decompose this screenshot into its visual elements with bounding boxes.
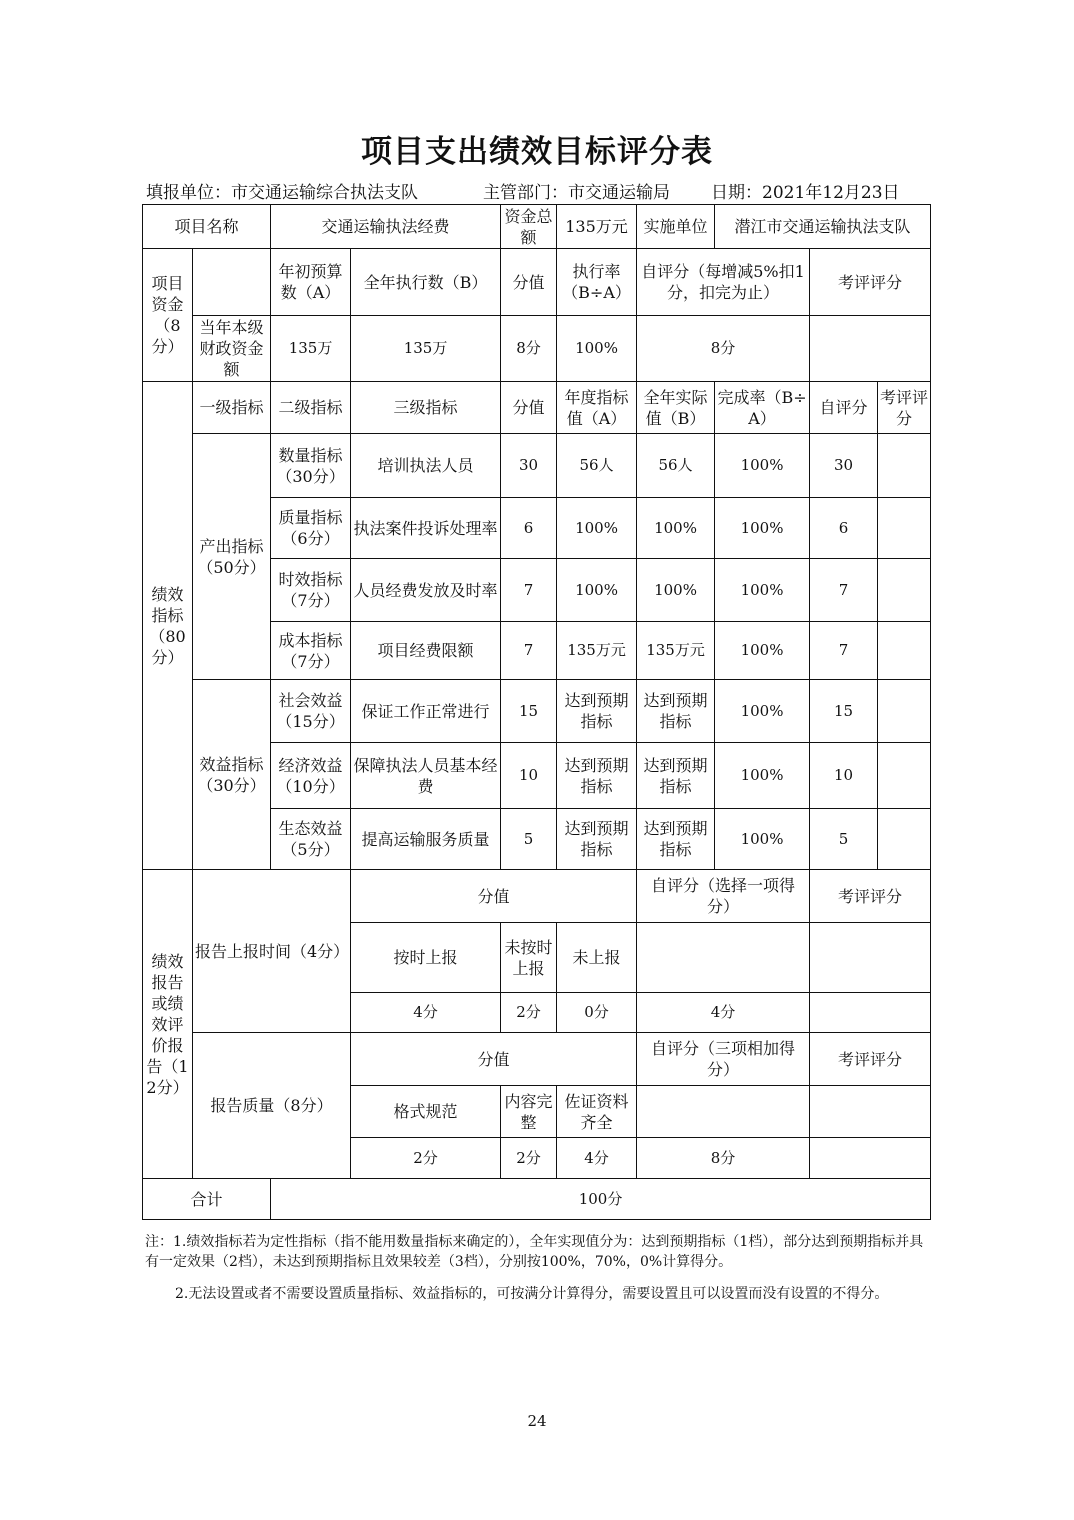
review-cell: [878, 559, 931, 622]
page-title: 项目支出绩效目标评分表: [361, 134, 713, 170]
actual-cell: 达到预期指标: [637, 680, 715, 743]
project-name-value: 交通运输执法经费: [271, 205, 501, 249]
exec-value: 135万: [351, 316, 501, 382]
funding-section-label: 项目资金（8分）: [143, 249, 193, 382]
actual-cell: 达到预期指标: [637, 743, 715, 809]
table-row: [143, 680, 931, 743]
target-header: 年度指标值（A）: [557, 382, 637, 434]
performance-section-label: 绩效指标（80分）: [143, 382, 193, 870]
score-cell: 5: [501, 809, 557, 870]
funds-total-value: 135万元: [557, 205, 637, 249]
quality-value-content: 2分: [501, 1138, 557, 1179]
rate-cell: 100%: [715, 743, 810, 809]
lvl3-cell: 保障执法人员基本经费: [351, 743, 501, 809]
quality-option-format: 格式规范: [351, 1086, 501, 1138]
lvl2-cell: 成本指标（7分）: [271, 622, 351, 680]
self-cell: 10: [810, 743, 878, 809]
review-cell: [878, 680, 931, 743]
impl-unit-label: 实施单位: [637, 205, 715, 249]
funding-row-label: 当年本级财政资金额: [193, 316, 271, 382]
note-2: 2.无法设置或者不需要设置质量指标、效益指标的，可按满分计算得分，需要设置且可以设置而没有设置的不得分。: [175, 1286, 889, 1302]
lvl3-cell: 保证工作正常进行: [351, 680, 501, 743]
score-cell: 7: [501, 622, 557, 680]
impl-unit-value: 潜江市交通运输执法支队: [715, 205, 931, 249]
timing-value-none: 0分: [557, 993, 637, 1033]
rate-cell: 100%: [715, 680, 810, 743]
target-cell: 达到预期指标: [557, 680, 637, 743]
timing-review-value: [810, 993, 931, 1033]
page-number: 24: [527, 1412, 547, 1430]
timing-option-late: 未按时上报: [501, 923, 557, 993]
rate-cell: 100%: [715, 498, 810, 559]
timing-review-blank: [810, 923, 931, 993]
score-cell: 15: [501, 680, 557, 743]
lvl3-cell: 执法案件投诉处理率: [351, 498, 501, 559]
review-score-header: 考评评分: [878, 382, 931, 434]
quality-self-value: 8分: [637, 1138, 810, 1179]
funding-review-header: 考评评分: [810, 249, 931, 316]
timing-self-label: 自评分（选择一项得分）: [637, 870, 810, 923]
quality-value-evidence: 4分: [557, 1138, 637, 1179]
quality-option-content: 内容完整: [501, 1086, 557, 1138]
target-cell: 135万元: [557, 622, 637, 680]
actual-cell: 56人: [637, 434, 715, 498]
actual-cell: 达到预期指标: [637, 809, 715, 870]
target-cell: 100%: [557, 559, 637, 622]
total-row: [143, 1179, 931, 1220]
funding-score-header: 分值: [501, 249, 557, 316]
total-label: 合计: [143, 1179, 271, 1220]
self-cell: 30: [810, 434, 878, 498]
rate-cell: 100%: [715, 809, 810, 870]
quality-option-evidence: 佐证资料齐全: [557, 1086, 637, 1138]
self-cell: 5: [810, 809, 878, 870]
funds-total-label: 资金总额: [501, 205, 557, 249]
report-timing-header-row: [143, 870, 931, 923]
funding-blank-cell: [193, 249, 271, 316]
lvl3-cell: 项目经费限额: [351, 622, 501, 680]
report-quality-header-row: [143, 1033, 931, 1086]
self-cell: 7: [810, 622, 878, 680]
supervising-dept: 主管部门：市交通运输局: [483, 183, 670, 203]
funding-self-value: 8分: [637, 316, 810, 382]
exec-header: 全年执行数（B）: [351, 249, 501, 316]
quality-review-blank: [810, 1086, 931, 1138]
budget-header: 年初预算数（A）: [271, 249, 351, 316]
self-cell: 15: [810, 680, 878, 743]
target-cell: 100%: [557, 498, 637, 559]
score-header: 分值: [501, 382, 557, 434]
lvl2-cell: 生态效益（5分）: [271, 809, 351, 870]
report-section-label: 绩效报告或绩效评价报告（12分）: [143, 870, 193, 1179]
budget-value: 135万: [271, 316, 351, 382]
timing-option-none: 未上报: [557, 923, 637, 993]
review-cell: [878, 622, 931, 680]
lvl3-cell: 提高运输服务质量: [351, 809, 501, 870]
self-score-header: 自评分: [810, 382, 878, 434]
lvl2-cell: 社会效益（15分）: [271, 680, 351, 743]
benefit-indicator-label: 效益指标（30分）: [193, 680, 271, 870]
lvl2-cell: 时效指标（7分）: [271, 559, 351, 622]
target-cell: 56人: [557, 434, 637, 498]
timing-option-ontime: 按时上报: [351, 923, 501, 993]
actual-cell: 100%: [637, 498, 715, 559]
timing-value-ontime: 4分: [351, 993, 501, 1033]
lvl2-header: 二级指标: [271, 382, 351, 434]
rate-cell: 100%: [715, 622, 810, 680]
rate-cell: 100%: [715, 434, 810, 498]
indicator-header-row: [143, 382, 931, 434]
lvl3-header: 三级指标: [351, 382, 501, 434]
lvl2-cell: 数量指标（30分）: [271, 434, 351, 498]
timing-self-blank: [637, 923, 810, 993]
quality-self-label: 自评分（三项相加得分）: [637, 1033, 810, 1086]
timing-self-value: 4分: [637, 993, 810, 1033]
review-cell: [878, 743, 931, 809]
timing-score-label: 分值: [351, 870, 637, 923]
self-cell: 7: [810, 559, 878, 622]
score-cell: 7: [501, 559, 557, 622]
total-value: 100分: [271, 1179, 931, 1220]
lvl3-cell: 人员经费发放及时率: [351, 559, 501, 622]
completion-rate-header: 完成率（B÷A）: [715, 382, 810, 434]
review-cell: [878, 498, 931, 559]
quality-review-value: [810, 1138, 931, 1179]
project-info-row: [143, 205, 931, 249]
exec-rate-value: 100%: [557, 316, 637, 382]
lvl3-cell: 培训执法人员: [351, 434, 501, 498]
funding-review-value: [810, 316, 931, 382]
actual-cell: 135万元: [637, 622, 715, 680]
funding-value-row: [143, 316, 931, 382]
quality-self-blank: [637, 1086, 810, 1138]
actual-header: 全年实际值（B）: [637, 382, 715, 434]
rate-cell: 100%: [715, 559, 810, 622]
note-1: 注：1.绩效指标若为定性指标（指不能用数量指标来确定的），全年实现值分为：达到预期指标（1档），部分达到预期指标并具有一定效果（2档），未达到预期指标且效果较差（3档），分别按100%，70%，0%计算得分。: [145, 1234, 924, 1270]
quality-score-label: 分值: [351, 1033, 637, 1086]
quality-review-label: 考评评分: [810, 1033, 931, 1086]
target-cell: 达到预期指标: [557, 743, 637, 809]
project-name-label: 项目名称: [143, 205, 271, 249]
lvl2-cell: 经济效益（10分）: [271, 743, 351, 809]
target-cell: 达到预期指标: [557, 809, 637, 870]
quality-value-format: 2分: [351, 1138, 501, 1179]
lvl1-header: 一级指标: [193, 382, 271, 434]
output-indicator-label: 产出指标（50分）: [193, 434, 271, 680]
filing-unit: 填报单位：市交通运输综合执法支队: [146, 183, 418, 203]
lvl2-cell: 质量指标（6分）: [271, 498, 351, 559]
report-timing-label: 报告上报时间（4分）: [193, 870, 351, 1033]
report-date: 日期：2021年12月23日: [711, 183, 900, 203]
score-cell: 30: [501, 434, 557, 498]
self-cell: 6: [810, 498, 878, 559]
actual-cell: 100%: [637, 559, 715, 622]
funding-header-row: [143, 249, 931, 316]
funding-self-header: 自评分（每增减5%扣1分，扣完为止）: [637, 249, 810, 316]
score-table: [142, 204, 931, 1220]
funding-score-value: 8分: [501, 316, 557, 382]
exec-rate-header: 执行率（B÷A）: [557, 249, 637, 316]
review-cell: [878, 809, 931, 870]
table-row: [143, 434, 931, 498]
score-cell: 10: [501, 743, 557, 809]
review-cell: [878, 434, 931, 498]
timing-review-label: 考评评分: [810, 870, 931, 923]
timing-value-late: 2分: [501, 993, 557, 1033]
report-quality-label: 报告质量（8分）: [193, 1033, 351, 1179]
score-cell: 6: [501, 498, 557, 559]
